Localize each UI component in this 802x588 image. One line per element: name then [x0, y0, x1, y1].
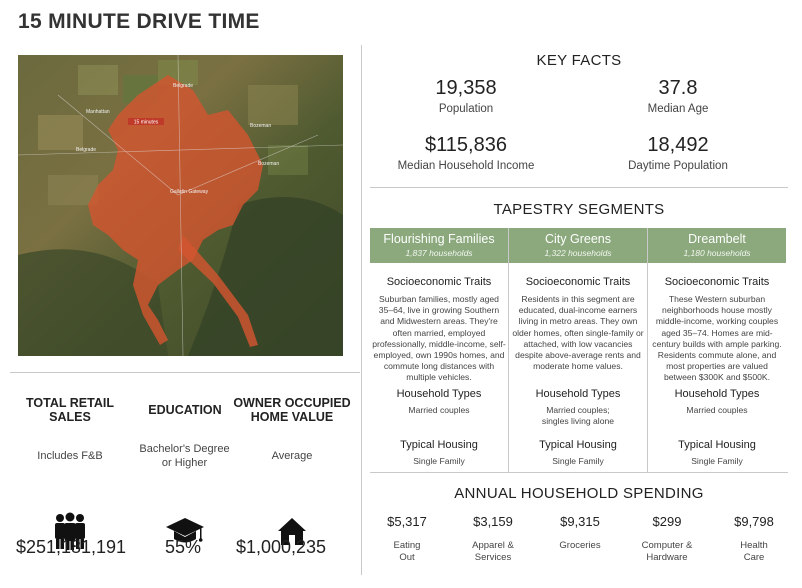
- household-types-title: Household Types: [396, 388, 482, 400]
- stat-heading: TOTAL RETAIL SALES: [26, 396, 114, 424]
- segment-name: City Greens: [545, 232, 611, 246]
- typical-housing-text: Single Family: [691, 456, 743, 466]
- spending-value: $9,315: [560, 514, 600, 529]
- typical-housing-title: Typical Housing: [400, 439, 478, 451]
- segment-households: 1,322 households: [544, 248, 612, 258]
- stat-heading: EDUCATION: [148, 403, 222, 417]
- segment-name: Dreambelt: [688, 232, 746, 246]
- key-fact-label: Daytime Population: [628, 160, 728, 172]
- key-fact-value: 37.8: [658, 77, 698, 99]
- stat-subtext: Average: [271, 450, 313, 462]
- socio-text: Residents in this segment are educated, dual-income earners living in metro areas. They own older homes, often single-family or attached, with low vacancies despite above-average rents and moderate home values.: [512, 294, 644, 372]
- key-fact-value: $115,836: [425, 134, 507, 156]
- map-place-label: Belgrade: [173, 83, 194, 89]
- key-fact: [376, 133, 556, 172]
- tapestry-title: TAPESTRY SEGMENTS: [493, 201, 665, 218]
- household-types-title: Household Types: [674, 388, 760, 400]
- socio-title: Socioeconomic Traits: [664, 276, 770, 288]
- total-retail-sales-block: [10, 392, 130, 552]
- typical-housing-text: Single Family: [413, 456, 465, 466]
- household-types-text: Married couples: [408, 405, 470, 415]
- spending-label: Computer & Hardware: [641, 540, 693, 563]
- spending-value: $299: [652, 514, 682, 529]
- segment-details: [509, 263, 647, 467]
- segment-header: [509, 228, 647, 263]
- satellite-map-image: [18, 55, 343, 356]
- map-place-label: Bozeman: [258, 161, 280, 167]
- spending-item: [709, 514, 799, 564]
- spending-value: $9,798: [734, 514, 774, 529]
- household-types-text: Married couples; singles living alone: [541, 405, 615, 427]
- education-block: [125, 392, 245, 552]
- key-fact-label: Median Household Income: [397, 160, 535, 172]
- map-place-label: Manhattan: [86, 109, 110, 115]
- map-place-label: Bozeman: [250, 123, 272, 129]
- drive-time-map[interactable]: [18, 55, 343, 356]
- map-place-label: Belgrade: [76, 147, 97, 153]
- divider: [10, 372, 360, 373]
- total-retail-sales-value: $251,181,191: [15, 537, 127, 557]
- divider: [361, 45, 362, 575]
- map-region-label: 15 minutes: [133, 119, 159, 126]
- socio-text: Suburban families, mostly aged 35–64, live in growing Southern and Midwestern areas. They're often married, employed professionally, middle-income, self-employed, own 1990s homes, and commute long distances with multiple vehicles.: [372, 294, 506, 383]
- spending-item: [448, 514, 538, 564]
- segment-name: Flourishing Families: [383, 232, 495, 246]
- spending-item: [362, 514, 452, 564]
- spending-label: Health Care: [740, 540, 768, 563]
- spending-label: Groceries: [559, 540, 601, 551]
- household-types-text: Married couples: [686, 405, 748, 415]
- key-fact-label: Median Age: [647, 103, 709, 115]
- segment-households: 1,180 households: [683, 248, 751, 258]
- home-value-value: $1,000,235: [235, 537, 327, 557]
- home-value-block: [232, 392, 352, 552]
- spending-item: [535, 514, 625, 552]
- page-title: 15 MINUTE DRIVE TIME: [18, 10, 260, 33]
- typical-housing-text: Single Family: [552, 456, 604, 466]
- spending-label: Apparel & Services: [472, 540, 514, 563]
- key-fact-label: Population: [438, 103, 494, 115]
- divider: [370, 187, 788, 188]
- key-fact: [376, 76, 556, 115]
- key-fact-value: 19,358: [435, 77, 497, 99]
- spending-value: $3,159: [473, 514, 513, 529]
- key-fact: [588, 76, 768, 115]
- map-place-label: Gallatin Gateway: [170, 189, 209, 195]
- spending-item: [622, 514, 712, 564]
- socio-title: Socioeconomic Traits: [386, 276, 492, 288]
- segment-details: [370, 263, 508, 467]
- education-value: 55%: [164, 537, 202, 557]
- spending-title: ANNUAL HOUSEHOLD SPENDING: [454, 485, 704, 502]
- spending-label: Eating Out: [393, 540, 421, 563]
- stat-subtext: Bachelor's Degree or Higher: [139, 443, 230, 469]
- spending-value: $5,317: [387, 514, 427, 529]
- segment-households: 1,837 households: [405, 248, 473, 258]
- segment-details: [648, 263, 786, 467]
- stat-heading: OWNER OCCUPIED HOME VALUE: [233, 396, 351, 424]
- key-facts-title: KEY FACTS: [536, 52, 622, 69]
- typical-housing-title: Typical Housing: [678, 439, 756, 451]
- socio-title: Socioeconomic Traits: [525, 276, 631, 288]
- segment-header: [370, 228, 508, 263]
- stat-subtext: Includes F&B: [37, 450, 103, 462]
- socio-text: These Western suburban neighborhoods house mostly middle-income, working couples aged 35–74. Homes are mid-century builds with ample parking. Residents commute alone, and most properties are valued between $300K and $500K.: [652, 294, 782, 383]
- key-fact: [588, 133, 768, 172]
- typical-housing-title: Typical Housing: [539, 439, 617, 451]
- household-types-title: Household Types: [535, 388, 621, 400]
- divider: [370, 472, 788, 473]
- key-fact-value: 18,492: [647, 134, 709, 156]
- segment-header: [648, 228, 786, 263]
